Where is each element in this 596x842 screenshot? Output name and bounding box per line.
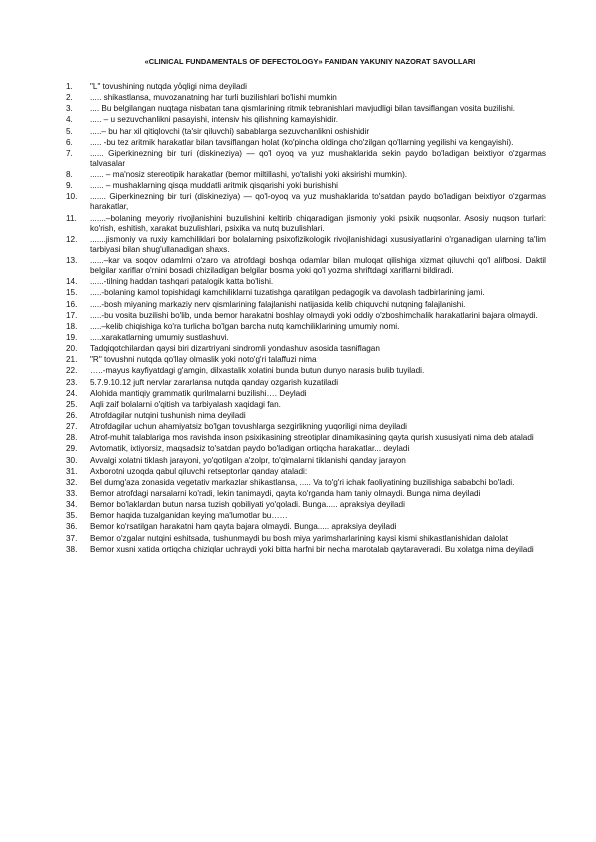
question-text: ...... – ma'nosiz stereotipik harakatlar (bemor miltillashi, yo'talishi yoki aksirishi mumkin).	[90, 170, 408, 180]
question-text: .....-bolaning kamol topishidagi kamchiliklarni tuzatishga qaratilgan pedagogik va davolash tadbirlarining jami.	[90, 288, 485, 298]
question-text: Bemor o'zgalar nutqini eshitsada, tushunmaydi bu bosh miya yarimsharlarining kaysi kismi shikastlanishidan dalolat	[90, 533, 508, 543]
question-text: ......-tilning haddan tashqari patalogik katta bo'lishi.	[90, 277, 274, 287]
question-number: 13.	[66, 256, 78, 266]
question-number: 2.	[66, 93, 73, 103]
question-item	[66, 378, 546, 388]
question-number: 9.	[66, 181, 73, 191]
question-item	[66, 149, 546, 169]
question-item	[66, 400, 546, 410]
question-number: 28.	[66, 433, 78, 443]
question-item	[66, 511, 546, 521]
question-number: 25.	[66, 399, 78, 409]
question-item	[66, 422, 546, 432]
question-text: Bemor bo'laklardan butun narsa tuzish qobiliyati yo'qoladi. Bunga..... apraksiya deyiladi	[90, 500, 405, 510]
question-item	[66, 93, 546, 103]
question-text: "R" tovushni nutqda qo'llay olmaslik yoki noto'g'ri talaffuzi nima	[90, 355, 317, 365]
question-text: Bemor haqida tuzalganidan keying ma'lumotlar bu……	[90, 511, 288, 521]
question-text: ..... – u sezuvchanlikni pasayishi, intensiv his qilishning kamayishidir.	[90, 115, 339, 125]
question-text: Atrofdagilar uchun ahamiyatsiz bo'lgan tovushlarga sezgirlikning yuqoriligi nima deyiladi	[90, 422, 407, 432]
question-item	[66, 389, 546, 399]
question-text: ..... shikastlansa, muvozanatning har turli buzilishlari bo'lishi mumkin	[90, 93, 337, 103]
question-item	[66, 344, 546, 354]
question-item	[66, 138, 546, 148]
question-number: 11.	[66, 213, 77, 223]
question-number: 6.	[66, 137, 73, 147]
question-item	[66, 545, 546, 555]
question-number: 21.	[66, 355, 78, 365]
question-text: Atrofdagilar nutqini tushunish nima deyiladi	[90, 410, 246, 420]
question-item	[66, 433, 546, 443]
question-number: 19.	[66, 333, 78, 342]
question-item	[66, 277, 546, 287]
question-item	[66, 489, 546, 499]
question-number: 5.	[66, 126, 73, 136]
question-item	[66, 256, 546, 276]
question-text: .....–kelib chiqishiga ko'ra turlicha bo'lgan barcha nutq kamchiliklarining umumiy nomi.	[90, 321, 400, 331]
question-number: 35.	[66, 511, 78, 521]
question-number: 23.	[66, 377, 78, 387]
question-item	[66, 456, 546, 466]
question-number: 30.	[66, 455, 78, 465]
question-number: 15.	[66, 288, 78, 298]
question-text: ...... Giperkinezning bir turi (diskineziya) — qo'l oyoq va yuz mushaklarida sekin paydo bo'ladigan beixtiyor o'zgarmas talvasalar	[90, 148, 546, 168]
question-number: 14.	[66, 277, 78, 287]
question-item	[66, 127, 546, 137]
question-item	[66, 82, 546, 92]
question-text: .... Bu belgilangan nuqtaga nisbatan tana qismlarining ritmik tebranishlari mavjudligi bilan tavsiflangan vosita buzilishi.	[90, 104, 516, 114]
question-item	[66, 366, 546, 376]
question-number: 27.	[66, 422, 78, 432]
page-title: «CLINICAL FUNDAMENTALS OF DEFECTOLOGY» FANIDAN YAKUNIY NAZORAT SAVOLLARI	[144, 57, 476, 66]
question-number: 36.	[66, 522, 78, 532]
question-text: Tadqiqotchilardan qaysi biri dizartriyani sindromli yondashuv asosida tasniflagan	[90, 344, 380, 354]
question-item	[66, 355, 546, 365]
question-text: …..-mayus kayfiyatdagi g'amgin, dilxastalik xolatini bunda butun dunyo narasis bulib tuyiladi.	[90, 366, 425, 376]
question-number: 20.	[66, 344, 78, 354]
question-text: ......–kar va soqov odamlrni o'zaro va atrofdagi boshqa odamlar bilan muloqat qilishiga xizmat qiluvchi qo'l alifbosi. Daktil belgilar xariflar o'rnini bosadi chiziladigan belgilar bosma yoki qo'l yozma shriftdagi xariflarni bildiradi.	[90, 256, 546, 276]
question-item	[66, 115, 546, 125]
question-item	[66, 467, 546, 477]
question-number: 24.	[66, 388, 78, 398]
question-item	[66, 500, 546, 510]
question-item	[66, 411, 546, 421]
question-text: .....xarakatlarning umumiy sustlashuvi.	[90, 333, 229, 342]
question-item	[66, 235, 546, 255]
question-number: 33.	[66, 488, 78, 498]
question-number: 17.	[66, 310, 78, 320]
question-text: Bel dumg'aza zonasida vegetativ markazlar shikastlansa, ..... Va to'g'ri ichak faoliyatining buzilishiga sababchi bo'ladi.	[90, 477, 515, 487]
question-text: ..... -bu tez aritmik harakatlar bilan tavsiflangan holat (ko'pincha oldinga cho'zilgan qo'llarning yegilishi va kengayishi).	[90, 137, 514, 147]
question-text: Axborotni uzoqda qabul qiluvchi retseptorlar qanday ataladi:	[90, 466, 308, 476]
question-number: 1.	[66, 82, 73, 91]
question-text: Bemor ko'rsatilgan harakatni ham qayta bajara olmaydi. Bunga..... apraksiya deyiladi	[90, 522, 397, 532]
question-text: .......–bolaning meyoriy rivojlanishini buzulishini keltirib chiqaradigan jismoniy yoki psixik nuqsonlar. Asosiy nuqson turlari: ko'rish, eshitish, xarakat buzulishlari, psixika va nutq buzulishlari.	[90, 213, 546, 233]
question-number: 34.	[66, 500, 78, 510]
question-number: 16.	[66, 299, 78, 309]
question-text: ...... – mushaklarning qisqa muddatli aritmik qisqarishi yoki burishishi	[90, 181, 339, 191]
question-number: 22.	[66, 366, 78, 376]
question-item	[66, 478, 546, 488]
question-item	[66, 288, 546, 298]
question-item	[66, 444, 546, 454]
question-number: 37.	[66, 533, 78, 543]
question-number: 7.	[66, 148, 73, 158]
question-item	[66, 311, 546, 321]
question-item	[66, 333, 546, 343]
question-number: 18.	[66, 321, 78, 331]
question-text: Aqli zaif bolalarni o'qitish va tarbiyalash xaqidagi fan.	[90, 399, 281, 409]
question-item	[66, 300, 546, 310]
question-text: Avvalgi xolatni tiklash jarayoni, yo'qotilgan a'zolpr, to'qimalarni tiklanishi qanday jarayon	[90, 455, 406, 465]
question-number: 38.	[66, 544, 78, 554]
question-text: Bemor xusni xatida ortiqcha chiziqlar uchraydi yoki bitta harfni bir necha marotalab qaytaraveradi. Bu xolatga nima deyiladi	[90, 544, 534, 554]
question-list	[66, 82, 546, 555]
question-text: Alohida mantiqiy grammatik qurilmalarni buzilishi…. Deyladi	[90, 388, 307, 398]
question-item	[66, 214, 546, 234]
question-item	[66, 522, 546, 532]
question-item	[66, 322, 546, 332]
question-text: ....... Giperkinezning bir turi (diskineziya) — qo'l-oyoq va yuz mushaklarida to'satdan paydo bo'ladigan beixtiyor o'zgarmas harakatlar,	[90, 192, 546, 212]
question-number: 29.	[66, 444, 78, 454]
question-number: 10.	[66, 192, 78, 202]
question-text: .....-bosh miyaning markaziy nerv qismlarining falajlanishi natijasida kelib chiquvchi nutqning falajlanishi.	[90, 299, 466, 309]
question-text: 5.7.9.10.12 juft nervlar zararlansa nutqda qanday ozgarish kuzatiladi	[90, 377, 339, 387]
question-number: 3.	[66, 104, 73, 114]
question-number: 31.	[66, 466, 78, 476]
question-number: 8.	[66, 170, 73, 180]
question-text: .....-bu vosita buzilishi bo'lib, unda bemor harakatni boshlay olmaydi yoki oddiy o'zboshimchalik harakatlarini bajara olmaydi.	[90, 310, 538, 320]
question-number: 12.	[66, 234, 78, 244]
question-number: 32.	[66, 477, 78, 487]
question-item	[66, 181, 546, 191]
question-item	[66, 192, 546, 212]
question-text: Avtomatik, ixtiyorsiz, maqsadsiz to'satdan paydo bo'ladigan ortiqcha harakatlar... deyladi	[90, 444, 410, 454]
question-text: Bemor atrofdagi narsalarni ko'radi, lekin tanimaydi, qayta ko'rganda ham taniy olmaydi. Bunga nima deyiladi	[90, 488, 481, 498]
question-text: .......jismoniy va ruxiy kamchiliklari bor bolalarning psixofizikologik rivojlanishidagi xususiyatlarini o'rganadigan ularning ta'lim tarbiyasi bilan shug'ullanadigan shaxs.	[90, 234, 546, 254]
question-item	[66, 534, 546, 544]
question-item	[66, 104, 546, 114]
question-text: "L" tovushining nutqda yo̊qligi nima deyiladi	[90, 82, 247, 91]
question-text: .....– bu har xil qitiqlovchi (ta'sir qiluvchi) sabablarga sezuvchanlikni oshishidir	[90, 126, 370, 136]
question-number: 4.	[66, 115, 73, 125]
question-text: Atrof-muhit talablariga mos ravishda inson psixikasining streotiplar dinamikasining qayta qurish xususiyati nima deb ataladi	[90, 433, 534, 443]
question-item	[66, 170, 546, 180]
question-number: 26.	[66, 410, 78, 420]
